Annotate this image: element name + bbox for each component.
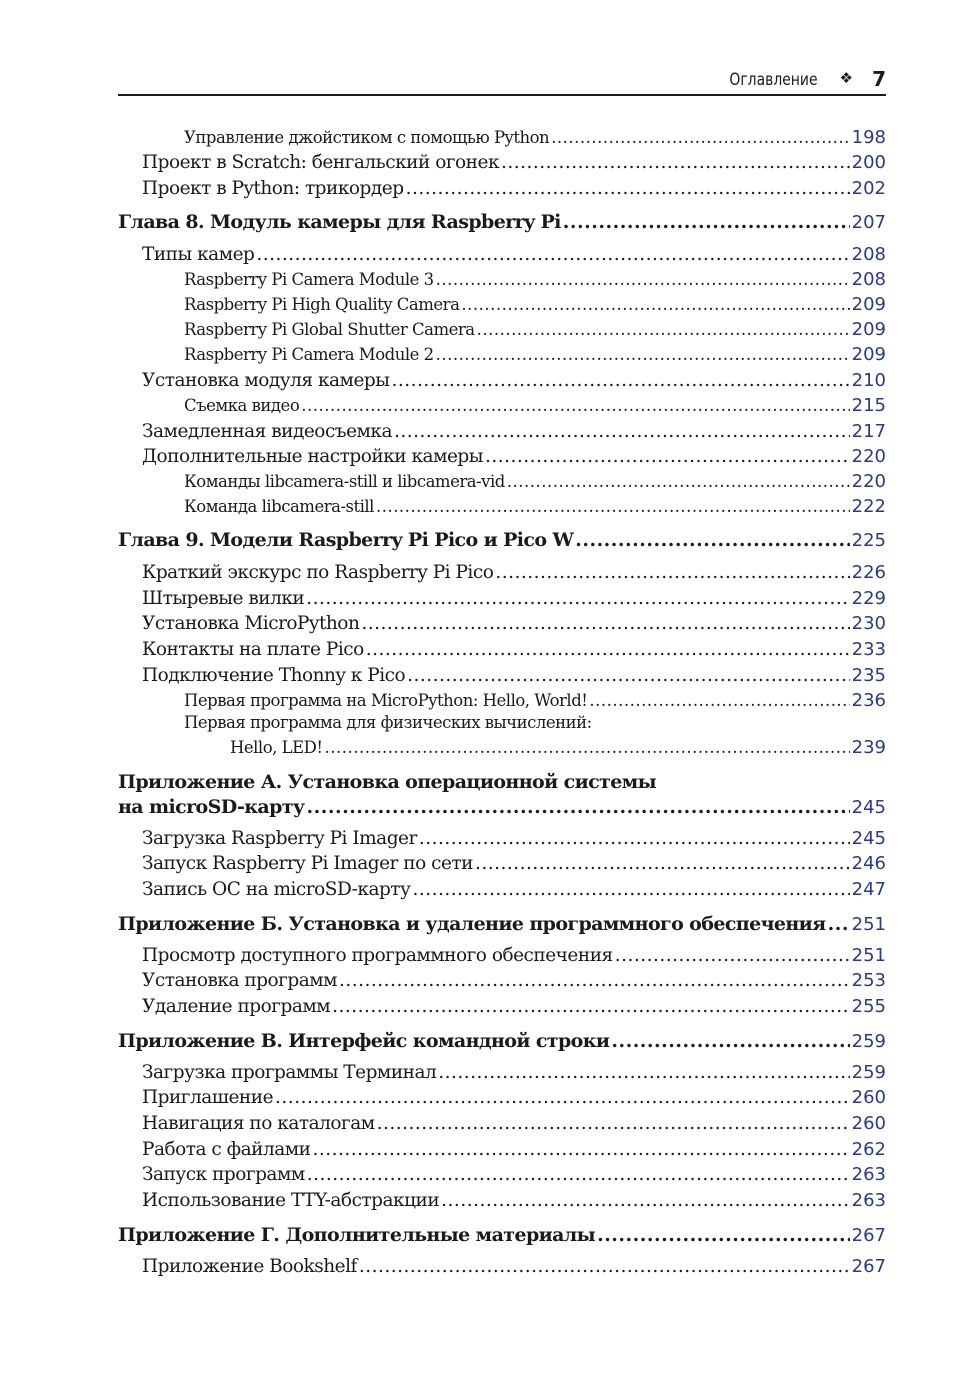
leader-dots (376, 497, 850, 516)
toc-entry-title: Подключение Thonny к Pico (142, 665, 406, 686)
toc-entry-page: 217 (851, 421, 886, 442)
toc-entry-title: Первая программа на MicroPython: Hello, World! (184, 691, 588, 710)
toc-entry-page: 220 (851, 471, 886, 492)
leader-dots (501, 152, 850, 173)
toc-entry[interactable] (118, 244, 886, 265)
toc-entry-title: Проект в Python: трикордер (142, 178, 404, 199)
toc-entry[interactable] (118, 1164, 886, 1185)
toc-entry[interactable] (118, 471, 886, 492)
toc-entry-page: 267 (851, 1256, 886, 1277)
toc-entry[interactable] (118, 294, 886, 315)
toc-chapter[interactable] (118, 1224, 886, 1246)
toc-entry[interactable] (118, 879, 886, 900)
leader-dots (256, 244, 849, 265)
leader-dots (419, 828, 850, 849)
toc-entry[interactable] (118, 1190, 886, 1211)
leader-dots (575, 529, 849, 551)
toc-entry-page: 209 (851, 319, 886, 340)
toc-entry-title: Установка программ (142, 970, 338, 991)
leader-dots (615, 945, 850, 966)
toc-entry-title: Навигация по каталогам (142, 1113, 375, 1134)
toc-entry[interactable] (118, 1113, 886, 1134)
toc-entry-page: 255 (851, 996, 886, 1017)
leader-dots (312, 1139, 849, 1160)
leader-dots (332, 996, 850, 1017)
toc-entry[interactable] (118, 319, 886, 340)
toc-entry[interactable] (118, 970, 886, 991)
toc-entry-page: 263 (851, 1190, 886, 1211)
toc-entry-title: Установка MicroPython (142, 613, 360, 634)
toc-entry-title: Работа с файлами (142, 1139, 311, 1160)
toc-entry-page: 251 (851, 945, 886, 966)
toc-entry-page: 200 (851, 152, 886, 173)
toc-entry-page: 246 (851, 853, 886, 874)
toc-entry[interactable] (118, 344, 886, 365)
toc-entry-title: Raspberry Pi High Quality Camera (184, 295, 460, 314)
leader-dots (361, 613, 849, 634)
toc-entry-page: 245 (851, 828, 886, 849)
toc-entry[interactable] (118, 1139, 886, 1160)
toc-entry-title: Проект в Scratch: бенгальский огонек (142, 152, 500, 173)
toc-chapter-title: Глава 8. Модуль камеры для Raspberry Pi (118, 211, 561, 233)
leader-dots (307, 796, 850, 818)
leader-dots (461, 295, 849, 314)
toc-chapter-title: Приложение В. Интерфейс командной строки (118, 1030, 610, 1052)
toc-entry-title: Просмотр доступного программного обеспечения (142, 945, 613, 966)
toc-chapter[interactable] (118, 1030, 886, 1052)
leader-dots (495, 562, 849, 583)
leader-dots (589, 691, 849, 710)
toc-entry-title: Удаление программ (142, 996, 331, 1017)
toc-entry-page: 262 (851, 1139, 886, 1160)
toc-entry-page: 233 (851, 639, 886, 660)
toc-entry-title: Контакты на плате Pico (142, 639, 364, 660)
toc-entry-page: 226 (851, 562, 886, 583)
toc-entry[interactable] (118, 613, 886, 634)
toc-entry-page: 239 (851, 737, 886, 758)
leader-dots (828, 913, 850, 935)
toc-entry[interactable] (118, 853, 886, 874)
toc-entry-page: 235 (851, 665, 886, 686)
toc-entry-title: Raspberry Pi Camera Module 3 (184, 270, 434, 289)
toc-entry-page: 222 (851, 496, 886, 517)
leader-dots (441, 1190, 849, 1211)
toc-entry-page: 209 (851, 344, 886, 365)
toc-entry-title: Установка модуля камеры (142, 370, 390, 391)
leader-dots (436, 345, 850, 364)
leader-dots (325, 738, 850, 757)
header-section-title: Оглавление (729, 70, 818, 90)
toc-entry-page: 259 (851, 1062, 886, 1083)
leader-dots (359, 1256, 850, 1277)
toc-entry-title: Команды libcamera-still и libcamera-vid (184, 472, 505, 491)
toc-entry[interactable] (118, 562, 886, 583)
toc-entry[interactable] (118, 178, 886, 199)
toc-chapter[interactable] (118, 913, 886, 935)
leader-dots (436, 270, 850, 289)
leader-dots (394, 421, 850, 442)
toc-entry-page: 236 (851, 690, 886, 711)
toc-entry-title: Штыревые вилки (142, 588, 305, 609)
toc-entry-title: Загрузка Raspberry Pi Imager (142, 828, 417, 849)
toc-chapter[interactable] (118, 211, 886, 233)
toc-entry-page: 267 (851, 1225, 886, 1246)
leader-dots (485, 446, 850, 467)
toc-entry-page: 260 (851, 1087, 886, 1108)
toc-entry-page: 230 (851, 613, 886, 634)
toc-entry-page: 210 (851, 370, 886, 391)
leader-dots (366, 639, 850, 660)
toc-entry-page: 253 (851, 970, 886, 991)
toc-entry-page: 215 (851, 395, 886, 416)
toc-entry[interactable] (118, 152, 886, 173)
leader-dots (477, 320, 850, 339)
leader-dots (275, 1087, 850, 1108)
toc-entry[interactable] (118, 996, 886, 1017)
toc-entry-title: Запуск программ (142, 1164, 305, 1185)
header-ornament-icon: ❖ (839, 69, 853, 87)
leader-dots (475, 853, 850, 874)
leader-dots (563, 211, 850, 233)
toc-entry-title: Команда libcamera-still (184, 497, 374, 516)
running-header (118, 62, 886, 96)
toc-chapter-title: Приложение Б. Установка и удаление программного обеспечения (118, 913, 826, 935)
leader-dots (438, 1062, 849, 1083)
toc-entry-page: 209 (851, 294, 886, 315)
toc-entry-page: 220 (851, 446, 886, 467)
toc-entry-title: Управление джойстиком с помощью Python (184, 128, 550, 147)
leader-dots (407, 665, 850, 686)
toc-entry-page: 229 (851, 588, 886, 609)
toc-entry-page: 208 (851, 244, 886, 265)
toc-entry-title: Raspberry Pi Camera Module 2 (184, 345, 434, 364)
toc-entry-title: Использование TTY-абстракции (142, 1190, 440, 1211)
toc-entry[interactable] (118, 395, 886, 416)
toc-entry-page: 225 (851, 530, 886, 551)
toc-chapter-title-line: Приложение А. Установка операционной системы (118, 771, 657, 793)
toc-entry[interactable] (118, 496, 886, 517)
toc-entry[interactable] (118, 737, 886, 758)
toc-entry[interactable] (118, 127, 886, 148)
leader-dots (306, 588, 849, 609)
leader-dots (307, 1164, 850, 1185)
toc-entry-title: Запись ОС на microSD-карту (142, 879, 411, 900)
toc-entry-page: 251 (851, 914, 886, 935)
toc-entry-page: 208 (851, 269, 886, 290)
toc-entry[interactable] (118, 639, 886, 660)
toc-entry-title: Запуск Raspberry Pi Imager по сети (142, 853, 473, 874)
toc-chapter[interactable] (118, 796, 886, 818)
toc-entry-title: Приглашение (142, 1087, 274, 1108)
toc-entry[interactable] (118, 945, 886, 966)
toc-entry-page: 259 (851, 1031, 886, 1052)
toc-entry[interactable] (118, 1087, 886, 1108)
toc-entry-title: Загрузка программы Терминал (142, 1062, 437, 1083)
toc-entry-page: 247 (851, 879, 886, 900)
toc-entry[interactable] (118, 588, 886, 609)
toc-entry[interactable] (118, 1062, 886, 1083)
toc-entry-page: 245 (851, 797, 886, 818)
toc-entry-title: Краткий экскурс по Raspberry Pi Pico (142, 562, 494, 583)
toc-entry-title: Приложение Bookshelf (142, 1256, 357, 1277)
toc-entry-page: 263 (851, 1164, 886, 1185)
toc-entry-title: Hello, LED! (230, 738, 323, 757)
toc-chapter-title: Приложение Г. Дополнительные материалы (118, 1224, 596, 1246)
leader-dots (377, 1113, 850, 1134)
toc-entry-page: 202 (851, 178, 886, 199)
toc-entry-title-line: Первая программа для физических вычислений: (184, 713, 592, 732)
leader-dots (391, 370, 849, 391)
leader-dots (412, 879, 849, 900)
toc-entry-title: Типы камер (142, 244, 255, 265)
leader-dots (611, 1030, 849, 1052)
toc-entry[interactable] (118, 828, 886, 849)
leader-dots (507, 472, 850, 491)
toc-chapter-title: на microSD-карту (118, 796, 305, 818)
toc-entry-title: Дополнительные настройки камеры (142, 446, 483, 467)
leader-dots (406, 178, 850, 199)
leader-dots (339, 970, 850, 991)
leader-dots (551, 128, 849, 147)
toc-chapter-title: Глава 9. Модели Raspberry Pi Pico и Pico W (118, 529, 574, 551)
toc-entry[interactable] (118, 690, 886, 711)
toc-entry-page: 260 (851, 1113, 886, 1134)
header-page-number: 7 (872, 67, 886, 91)
toc-entry[interactable] (118, 370, 886, 391)
toc-entry[interactable] (118, 269, 886, 290)
toc-entry-title: Raspberry Pi Global Shutter Camera (184, 320, 475, 339)
toc-entry[interactable] (118, 446, 886, 467)
toc-entry-title: Замедленная видеосъемка (142, 421, 393, 442)
toc-chapter[interactable] (118, 529, 886, 551)
toc-entry-title: Съемка видео (184, 396, 300, 415)
leader-dots (301, 396, 849, 415)
toc-entry[interactable] (118, 665, 886, 686)
leader-dots (597, 1224, 850, 1246)
toc-entry[interactable] (118, 1256, 886, 1277)
toc-entry[interactable] (118, 421, 886, 442)
toc-entry-page: 207 (851, 212, 886, 233)
toc-entry-page: 198 (851, 127, 886, 148)
